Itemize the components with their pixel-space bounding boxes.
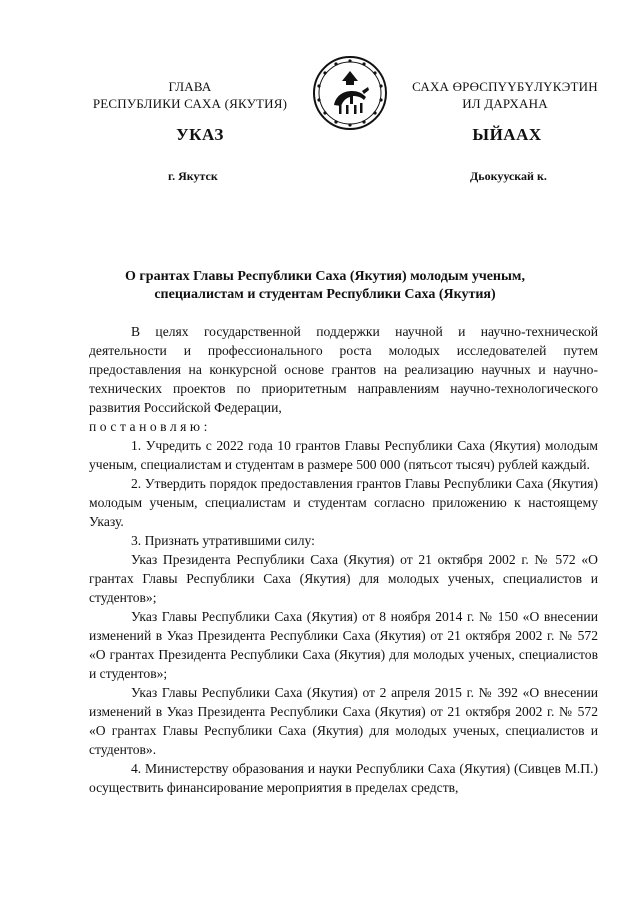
paragraph-repealed-3: Указ Главы Республики Саха (Якутия) от 2 апреля 2015 г. № 392 «О внесении изменений в Указ Президента Республики Саха (Якутия) от 21 октября 2002 г. № 572 «О грантах Главы Республики Саха (Якутия) для молодых ученых, специалистов и студентов». — [89, 685, 598, 757]
header-left-line2: РЕСПУБЛИКИ САХА (ЯКУТИЯ) — [92, 96, 288, 111]
document-title-line1: О грантах Главы Республики Саха (Якутия) молодым ученым, — [125, 269, 525, 284]
paragraph-decree: постановляю: — [89, 419, 211, 434]
decree-title-ru: УКАЗ — [176, 125, 224, 144]
paragraph-preamble: В целях государственной поддержки научной и научно-технической деятельности и профессионального роста молодых исследователей путем предоставления на конкурсной основе грантов на реализацию научных и научно-технических проектов по приоритетным направлениям научно-технологического развития Российской Федерации, — [89, 324, 598, 415]
paragraph-repealed-2: Указ Главы Республики Саха (Якутия) от 8 ноября 2014 г. № 150 «О внесении изменений в Указ Президента Республики Саха (Якутия) от 21 октября 2002 г. № 572 «О грантах Президента Республики Саха (Якутия) для молодых ученых, специалистов и студентов»; — [89, 609, 598, 681]
paragraph-item-4: 4. Министерству образования и науки Республики Саха (Якутия) (Сивцев М.П.) осуществить финансирование мероприятия в пределах средств, — [89, 761, 598, 795]
document-body — [89, 322, 598, 797]
document-title — [95, 268, 555, 304]
paragraph-repealed-1: Указ Президента Республики Саха (Якутия) от 21 октября 2002 г. № 572 «О грантах Главы Республики Саха (Якутия) для молодых ученых, специалистов и студентов»; — [89, 552, 598, 605]
paragraph-item-1: 1. Учредить с 2022 года 10 грантов Главы Республики Саха (Якутия) молодым ученым, специалистам и студентам в размере 500 000 (пятьсот тысяч) рублей каждый. — [89, 438, 598, 472]
city-ru: г. Якутск — [168, 169, 218, 183]
header-left-line1: ГЛАВА — [168, 79, 212, 94]
document-title-line2: специалистам и студентам Республики Саха (Якутия) — [154, 287, 496, 302]
sakha-coat-of-arms-icon — [312, 55, 388, 131]
decree-title-sah: ЫЙААХ — [472, 125, 542, 144]
header-right-line1: САХА ӨРӨСПҮҮБҮЛҮКЭТИН — [412, 79, 598, 94]
paragraph-item-3: 3. Признать утратившими силу: — [131, 533, 315, 548]
paragraph-item-2: 2. Утвердить порядок предоставления грантов Главы Республики Саха (Якутия) молодым ученым, специалистам и студентам согласно приложению к настоящему Указу. — [89, 476, 598, 529]
header-right-line2: ИЛ ДАРХАНА — [462, 96, 548, 111]
header-left — [80, 78, 300, 112]
city-sah: Дьокуускай к. — [470, 169, 547, 183]
header-right — [395, 78, 615, 112]
